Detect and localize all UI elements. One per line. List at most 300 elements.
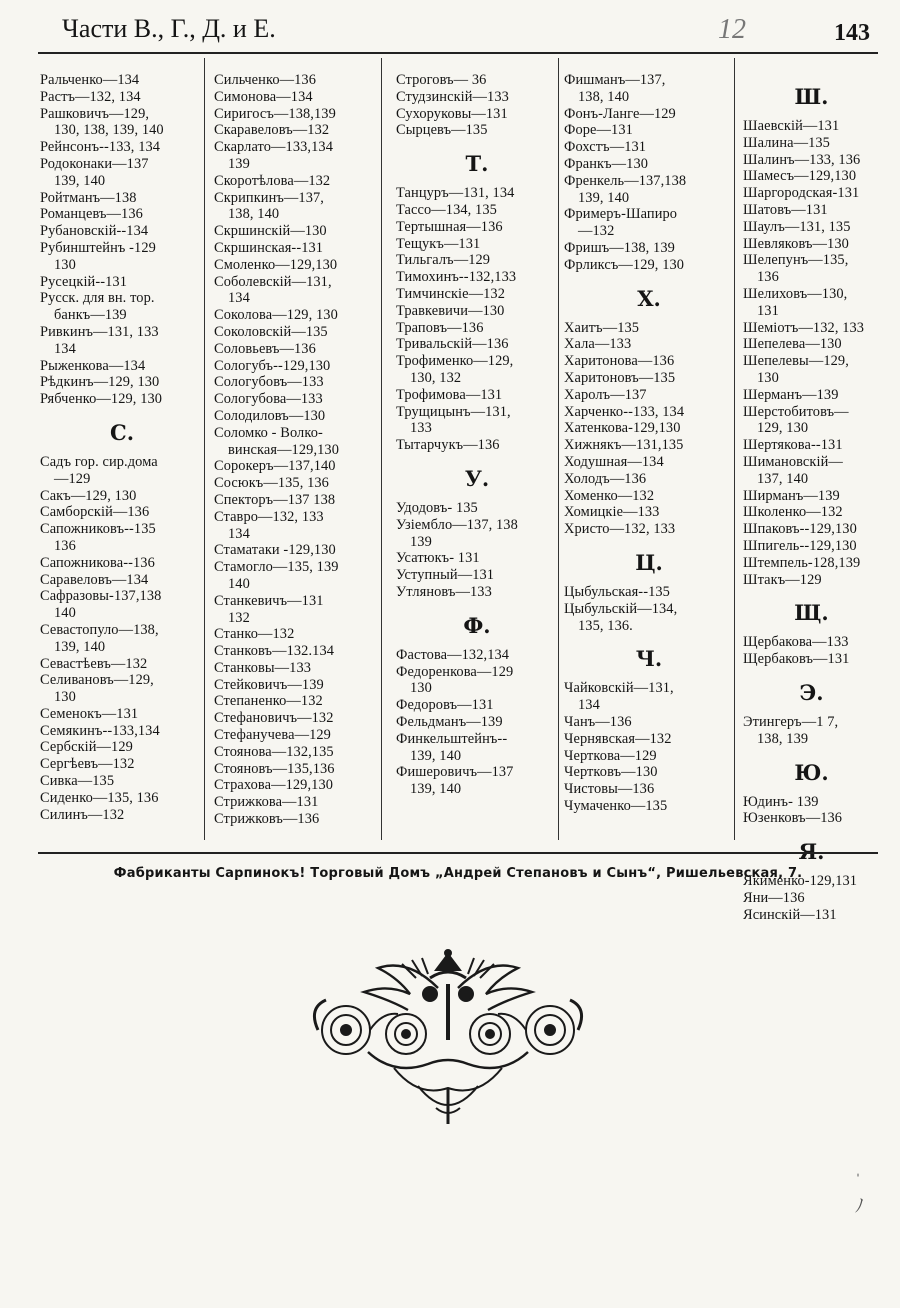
index-entry-text: Сологубовъ—133 [214, 374, 324, 391]
index-entry [40, 521, 204, 555]
index-entry-text: Рашковичъ—129, [40, 105, 150, 122]
index-entry-continuation: 138, 140 [228, 206, 280, 223]
index-entry [40, 290, 204, 324]
index-entry [40, 572, 204, 589]
index-entry [214, 559, 381, 593]
index-entry-text: Рубинштейнъ -129 [40, 239, 156, 256]
index-entry-text: Финкельштейнъ-- [396, 730, 508, 747]
index-entry [40, 358, 204, 375]
index-entry-continuation: 139, 140 [578, 189, 630, 206]
index-entry-text: Рябченко—129, 130 [40, 391, 163, 408]
index-entry-text: Стаматаки -129,130 [214, 542, 336, 559]
index-entry-text: Харолъ—137 [564, 386, 647, 403]
index-entry-text: Сергѣевъ—132 [40, 756, 135, 773]
index-entry [214, 626, 381, 643]
index-entry-text: Романцевъ—136 [40, 206, 143, 223]
index-entry-text: Шамесъ—129,130 [743, 168, 857, 185]
index-entry-text: Якименко-129,131 [743, 873, 858, 890]
index-entry-text: Узіембло—137, 138 [396, 516, 518, 533]
index-entry [396, 584, 558, 601]
index-entry-continuation: —129 [54, 470, 91, 487]
index-entry-text: Сырцевъ—135 [396, 122, 488, 139]
index-entry-text: Чумаченко—135 [564, 797, 668, 814]
index-entry-text: Шатовъ—131 [743, 201, 828, 218]
index-entry-text: Утляновъ—133 [396, 583, 492, 600]
index-entry [564, 781, 734, 798]
index-entry-text: Шалина—135 [743, 134, 830, 151]
index-entry-text: Фишеровичъ—137 [396, 764, 514, 781]
index-entry [564, 320, 734, 337]
index-entry-text: Хижнякъ—131,135 [564, 437, 684, 454]
index-entry-text: Черткова—129 [564, 747, 657, 764]
index-entry-text: Юзенковъ—136 [743, 810, 843, 827]
index-entry-text: Форе—131 [564, 122, 633, 139]
index-entry-text: Саравеловъ—134 [40, 571, 149, 588]
index-entry-text: Ройтманъ—138 [40, 189, 137, 206]
index-entry-text: Фельдманъ—139 [396, 713, 503, 730]
index-entry [214, 710, 381, 727]
index-entry-text: Сухоруковы—131 [396, 105, 508, 122]
index-entry [396, 72, 558, 89]
index-entry [396, 320, 558, 337]
index-entry [396, 106, 558, 123]
index-entry-text: Студзинскій—133 [396, 88, 509, 105]
index-entry [564, 680, 734, 714]
index-entry [396, 517, 558, 551]
index-entry [40, 454, 204, 488]
index-entry-text: Фонъ-Ланге—129 [564, 105, 676, 122]
index-entry-text: Франкъ—130 [564, 155, 649, 172]
index-entry-continuation: 130 [54, 256, 76, 273]
index-entry-text: Трофимова—131 [396, 386, 503, 403]
letter-heading: Ф. [463, 612, 491, 638]
page-number: 143 [834, 20, 870, 46]
index-entry-text: Федоровъ—131 [396, 697, 494, 714]
index-entry-text: Хала—133 [564, 336, 632, 353]
index-entry [743, 320, 880, 337]
index-entry-text: Травкевичи—130 [396, 302, 505, 319]
index-entry-text: Харитоновъ—135 [564, 369, 676, 386]
index-entry-text: Родоконаки—137 [40, 155, 149, 172]
index-entry [564, 404, 734, 421]
index-entry-text: Самборскій—136 [40, 504, 150, 521]
index-entry-text: Шаргородская-131 [743, 185, 860, 202]
index-entry [40, 790, 204, 807]
index-entry [396, 219, 558, 236]
index-entry-text: Тимчинскіе—132 [396, 285, 506, 302]
index-entry [214, 307, 381, 324]
letter-heading: Э. [799, 679, 824, 705]
index-entry [40, 374, 204, 391]
index-entry [396, 764, 558, 798]
index-entry [214, 458, 381, 475]
index-entry [40, 206, 204, 223]
index-entry [564, 584, 734, 601]
index-entry-text: Фримеръ-Шапиро [564, 206, 678, 223]
index-entry [214, 593, 381, 627]
index-entry-continuation: 138, 139 [757, 730, 809, 747]
index-entry [40, 156, 204, 190]
index-entry-text: Солодиловъ—130 [214, 407, 326, 424]
index-entry [214, 139, 381, 173]
index-entry-text: Штемпель-128,139 [743, 554, 861, 571]
index-entry-text: Шевляковъ—130 [743, 235, 849, 252]
index-entry-text: Станковъ—132.134 [214, 643, 335, 660]
index-entry [214, 173, 381, 190]
index-entry [214, 777, 381, 794]
index-entry-text: Рейнсонъ--133, 134 [40, 139, 161, 156]
index-entry [214, 374, 381, 391]
letter-heading: У. [464, 465, 490, 491]
index-entry [743, 907, 880, 924]
index-entry-text: Станкевичъ—131 [214, 592, 324, 609]
index-entry-text: Удодовъ- 135 [396, 499, 478, 516]
index-entry [396, 252, 558, 269]
index-entry [40, 240, 204, 274]
index-entry-text: Щербаковъ—131 [743, 651, 850, 668]
page-header [38, 12, 878, 52]
index-entry-text: Рубановскій--134 [40, 223, 149, 240]
index-entry-continuation: 134 [578, 697, 600, 714]
index-entry-continuation: банкъ—139 [54, 307, 127, 324]
index-entry-text: Соколова—129, 130 [214, 307, 338, 324]
index-entry [743, 890, 880, 907]
index-entry [214, 509, 381, 543]
margin-mark: ﾉ [855, 1196, 864, 1216]
footer-advert: Фабриканты Сарпинокъ! Торговый Домъ „Андрей Степановъ и Сынъ“, Ришельевская, 7. [113, 866, 803, 881]
index-entry-text: Тривальскій—136 [396, 336, 509, 353]
index-entry-continuation: 131 [757, 302, 779, 319]
index-entry [214, 391, 381, 408]
index-entry [564, 72, 734, 106]
index-entry-continuation: 139, 140 [54, 638, 106, 655]
index-entry [743, 168, 880, 185]
index-entry [396, 303, 558, 320]
index-entry-text: Симонова—134 [214, 88, 313, 105]
index-entry-text: Яни—136 [743, 889, 805, 906]
index-entry-text: Стоянова—132,135 [214, 743, 334, 760]
index-entry [743, 437, 880, 454]
index-entry-text: Танцуръ—131, 134 [396, 185, 515, 202]
index-entry-text: Скоротѣлова—132 [214, 172, 331, 189]
index-entry-text: Шелепунъ—135, [743, 252, 849, 269]
index-entry [743, 252, 880, 286]
index-entry-text: Шепелевы—129, [743, 353, 849, 370]
index-entry [743, 387, 880, 404]
index-entry [40, 773, 204, 790]
index-entry [214, 72, 381, 89]
index-entry [743, 219, 880, 236]
index-entry [40, 807, 204, 824]
index-entry-text: Севастопуло—138, [40, 621, 159, 638]
index-entry [40, 488, 204, 505]
index-entry-text: Садъ гор. сир.дома [40, 453, 158, 470]
index-entry-text: Трофименко—129, [396, 353, 514, 370]
index-entry [214, 122, 381, 139]
index-column-5 [734, 58, 880, 923]
index-entry-text: Шпигель--129,130 [743, 537, 857, 554]
index-entry-text: Скаравеловъ—132 [214, 122, 330, 139]
index-entry-text: Ставро—132, 133 [214, 508, 324, 525]
index-entry-text: Ходушная—134 [564, 453, 664, 470]
index-entry-text: Чертковъ—130 [564, 764, 658, 781]
index-entry [396, 404, 558, 438]
index-entry [564, 798, 734, 815]
index-entry [396, 664, 558, 698]
index-entry-text: Скршинскій—130 [214, 223, 327, 240]
index-entry [396, 647, 558, 664]
index-entry [564, 437, 734, 454]
index-entry [214, 408, 381, 425]
index-entry-continuation: 130 [54, 689, 76, 706]
index-entry-text: Сивка—135 [40, 773, 115, 790]
index-entry-text: Шаевскій—131 [743, 118, 840, 134]
index-entry [743, 521, 880, 538]
index-entry [743, 714, 880, 748]
index-entry-text: Чернявская—132 [564, 730, 672, 747]
index-entry-text: Юдинъ- 139 [743, 793, 819, 810]
index-entry [564, 353, 734, 370]
index-entry [396, 550, 558, 567]
index-entry [564, 504, 734, 521]
top-rule [38, 52, 878, 54]
index-entry-text: Тассо—134, 135 [396, 201, 497, 218]
index-entry-text: Фрликсъ—129, 130 [564, 256, 685, 273]
index-entry [396, 387, 558, 404]
index-entry-text: Шерстобитовъ— [743, 403, 849, 420]
index-entry-text: Тертышная—136 [396, 218, 503, 235]
index-entry [40, 391, 204, 408]
index-entry [743, 634, 880, 651]
index-entry-text: Страхова—129,130 [214, 777, 334, 794]
index-entry [40, 89, 204, 106]
index-entry [396, 353, 558, 387]
index-entry [564, 206, 734, 240]
index-entry-text: Хаитъ—135 [564, 319, 640, 336]
index-entry-text: Сафразовы-137,138 [40, 588, 162, 605]
index-entry [743, 572, 880, 589]
index-entry-text: Рѣдкинъ—129, 130 [40, 374, 160, 391]
index-entry-continuation: 130 [757, 369, 779, 386]
index-entry-text: Шерманъ—139 [743, 386, 839, 403]
index-entry-text: Стрижкова—131 [214, 794, 319, 811]
index-entry [743, 651, 880, 668]
index-entry [40, 106, 204, 140]
letter-heading: Ц. [635, 549, 663, 575]
index-entry-text: Соколовскій—135 [214, 323, 328, 340]
index-entry [214, 794, 381, 811]
index-entry [564, 173, 734, 207]
index-entry-text: Русск. для вн. тор. [40, 290, 155, 307]
index-entry-continuation: 138, 140 [578, 88, 630, 105]
index-entry [564, 336, 734, 353]
index-entry-text: Щербакова—133 [743, 634, 849, 651]
index-entry [214, 223, 381, 240]
index-entry [743, 794, 880, 811]
index-entry-text: Соболевскій—131, [214, 273, 332, 290]
index-entry [564, 370, 734, 387]
index-entry-text: Тимохинъ--132,133 [396, 269, 517, 286]
index-entry [743, 353, 880, 387]
index-entry-text: Шелиховъ—130, [743, 285, 848, 302]
index-entry [396, 122, 558, 139]
index-entry-text: Цыбульская--135 [564, 583, 670, 600]
index-entry-text: Сербскій—129 [40, 739, 133, 756]
index-entry-text: Севастѣевъ—132 [40, 655, 148, 672]
index-entry [214, 106, 381, 123]
index-entry-text: Строговъ— 36 [396, 72, 487, 88]
index-entry-text: Сакъ—129, 130 [40, 487, 137, 504]
index-entry [743, 202, 880, 219]
double-headed-eagle-ornament-icon [298, 948, 598, 1128]
index-entry-continuation: 134 [228, 290, 250, 307]
index-entry-text: Френкель—137,138 [564, 172, 687, 189]
index-entry [214, 274, 381, 308]
index-entry [40, 588, 204, 622]
index-entry [743, 236, 880, 253]
index-entry-text: Стамогло—135, 139 [214, 559, 339, 576]
index-entry [396, 185, 558, 202]
index-entry [214, 660, 381, 677]
index-entry [396, 697, 558, 714]
index-entry [564, 714, 734, 731]
index-entry-continuation: 130, 138, 139, 140 [54, 122, 164, 139]
index-entry-text: Холодъ—136 [564, 470, 647, 487]
index-entry-text: Стейковичъ—139 [214, 676, 324, 693]
index-entry [214, 190, 381, 224]
index-entry-text: Шеміотъ—132, 133 [743, 319, 865, 336]
index-entry-text: Стояновъ—135,136 [214, 760, 335, 777]
index-entry-continuation: 140 [228, 575, 250, 592]
index-entry [396, 500, 558, 517]
index-entry-text: Христо—132, 133 [564, 521, 676, 538]
index-entry-text: Сапожниковъ--135 [40, 521, 156, 538]
index-entry-continuation: 136 [54, 537, 76, 554]
index-entry [40, 72, 204, 89]
letter-heading: Х. [637, 285, 661, 311]
index-entry-text: Усатюкъ- 131 [396, 550, 480, 567]
index-entry [396, 286, 558, 303]
index-entry-continuation: 139, 140 [54, 172, 106, 189]
index-entry-text: Шаулъ—131, 135 [743, 218, 851, 235]
index-entry-text: Сиденко—135, 136 [40, 789, 159, 806]
index-entry-text: Русецкій--131 [40, 273, 128, 290]
index-entry [214, 643, 381, 660]
index-entry [564, 748, 734, 765]
index-entry [564, 601, 734, 635]
letter-heading: Т. [465, 151, 489, 177]
index-entry-text: Фришъ—138, 139 [564, 239, 675, 256]
index-entry [743, 286, 880, 320]
index-entry-continuation: 130, 132 [410, 369, 462, 386]
index-entry [214, 727, 381, 744]
index-entry-text: Харитонова—136 [564, 353, 675, 370]
letter-heading: Я. [798, 839, 825, 865]
index-entry-text: Школенко—132 [743, 504, 843, 521]
index-entry-text: Траповъ—136 [396, 319, 484, 336]
index-entry [564, 488, 734, 505]
index-entry-text: Чанъ—136 [564, 713, 632, 730]
index-entry-text: Тещукъ—131 [396, 235, 481, 252]
index-entry-text: Стефановичъ—132 [214, 710, 334, 727]
index-entry [214, 341, 381, 358]
index-entry [214, 693, 381, 710]
letter-heading: С. [109, 419, 135, 445]
index-entry [40, 190, 204, 207]
index-entry [40, 622, 204, 656]
index-entry [564, 139, 734, 156]
index-entry [40, 324, 204, 358]
index-entry [564, 521, 734, 538]
index-entry [396, 236, 558, 253]
index-entry-text: Шпаковъ--129,130 [743, 521, 857, 538]
handwritten-mark: 12 [718, 14, 746, 45]
index-entry [40, 656, 204, 673]
index-entry-text: Степаненко—132 [214, 693, 323, 710]
index-entry-text: Этингеръ—1 7, [743, 713, 839, 730]
index-entry-continuation: винская—129,130 [228, 441, 340, 458]
index-entry [214, 677, 381, 694]
index-entry-text: Соломко - Волко- [214, 424, 323, 441]
letter-heading: Щ. [794, 600, 829, 626]
index-entry [214, 257, 381, 274]
bottom-rule [38, 852, 878, 854]
index-entry [564, 240, 734, 257]
index-entry-text: Фохстъ—131 [564, 139, 647, 156]
index-entry-text: Стефанучева—129 [214, 727, 331, 744]
index-entry [40, 756, 204, 773]
index-entry [40, 555, 204, 572]
index-entry [214, 761, 381, 778]
index-entry-text: Хатенкова-129,130 [564, 420, 681, 437]
index-entry-text: Ширманъ—139 [743, 487, 840, 504]
index-entry-text: Шимановскій— [743, 453, 843, 470]
index-entry-text: Смоленко—129,130 [214, 256, 338, 273]
index-entry [214, 542, 381, 559]
index-entry-text: Ральченко—134 [40, 72, 140, 88]
index-entry [564, 122, 734, 139]
index-entry-text: Силинъ—132 [40, 806, 125, 823]
index-entry-text: Соловьевъ—136 [214, 340, 316, 357]
letter-heading: Ю. [794, 759, 829, 785]
index-entry-continuation: 140 [54, 605, 76, 622]
index-entry-text: Скарлато—133,134 [214, 139, 334, 156]
index-entry [396, 731, 558, 765]
index-entry-continuation: 139, 140 [410, 781, 462, 798]
index-entry [743, 488, 880, 505]
index-entry [40, 739, 204, 756]
index-entry-text: Семякинъ--133,134 [40, 722, 160, 739]
index-entry [396, 336, 558, 353]
index-entry-continuation: 134 [228, 525, 250, 542]
index-column-4 [558, 58, 734, 840]
index-entry [743, 152, 880, 169]
index-entry-text: Тытарчукъ—136 [396, 437, 500, 454]
index-entry [743, 538, 880, 555]
index-entry-continuation: 130 [410, 680, 432, 697]
index-entry [564, 106, 734, 123]
index-entry-text: Трущицынъ—131, [396, 403, 511, 420]
index-entry [743, 336, 880, 353]
index-entry-text: Спекторъ—137 138 [214, 491, 336, 508]
index-column-2 [204, 58, 381, 840]
index-entry [214, 358, 381, 375]
index-entry-text: Тильгалъ—129 [396, 252, 491, 269]
index-entry [564, 156, 734, 173]
index-entry-continuation: 132 [228, 609, 250, 626]
index-entry [396, 202, 558, 219]
index-entry-text: Фишманъ—137, [564, 72, 666, 88]
